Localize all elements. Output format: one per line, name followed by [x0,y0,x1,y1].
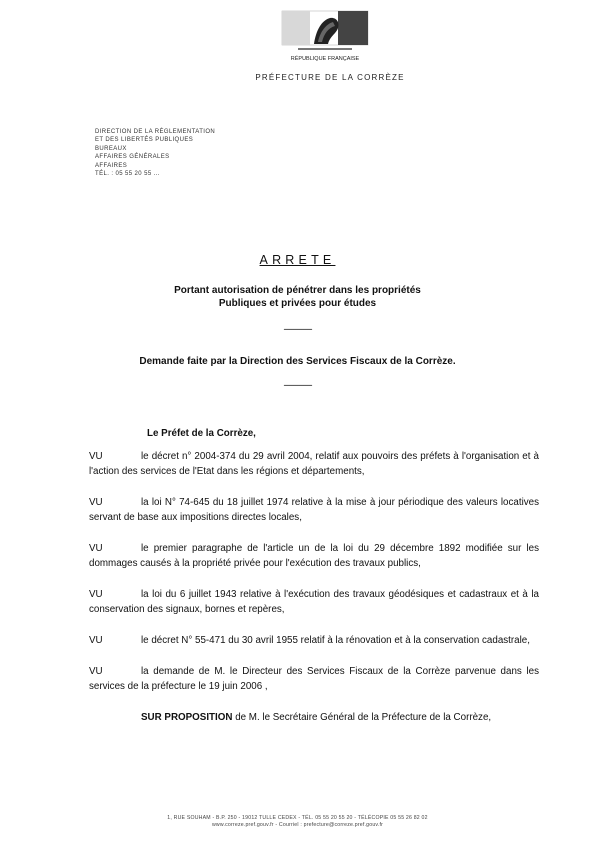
visa-paragraph [89,664,539,694]
sender-line: AFFAIRES [95,162,128,169]
document-body [89,428,539,741]
visa-text: la loi du 6 juillet 1943 relative à l'exécution des travaux géodésiques et cadastraux et à la conservation des signaux, bornes et repères, [89,589,539,615]
prefecture-name: PRÉFECTURE DE LA CORRÈZE [255,73,405,82]
proposition-strong: SUR PROPOSITION [141,712,233,723]
footer-address: 1, RUE SOUHAM - B.P. 250 - 19012 TULLE CEDEX - TÉL. 05 55 20 55 20 - TÉLÉCOPIE 05 55 26 82 02 [167,815,428,821]
visa-lead: VU [89,666,103,677]
sender-block [95,128,215,178]
prefet-heading: Le Préfet de la Corrèze, [147,428,256,439]
visa-lead: VU [89,543,103,554]
visa-lead: VU [89,589,103,600]
sender-line: AFFAIRES GÉNÉRALES [95,154,170,161]
visa-paragraph [89,495,539,525]
visa-text: le premier paragraphe de l'article un de la loi du 29 décembre 1892 modifiée sur les dommages causés à la propriété privée pour l'exécution des travaux publics, [89,543,539,569]
document-title: ARRETE [259,253,336,267]
request-line: Demande faite par la Direction des Services Fiscaux de la Corrèze. [139,356,456,367]
visa-paragraph [89,541,539,571]
sender-line: BUREAUX [95,145,127,152]
proposition-text: de M. le Secrétaire Général de la Préfecture de la Corrèze, [235,712,492,723]
visa-text: la loi N° 74-645 du 18 juillet 1974 relative à la mise à jour périodique des valeurs locatives servant de base aux impositions directes locales, [89,497,539,523]
separator: -------------- [283,380,312,390]
subtitle-line-1: Portant autorisation de pénétrer dans les propriétés [174,285,421,296]
sender-line: TÉL. : 05 55 20 55 ... [95,171,160,178]
visa-lead: VU [89,497,103,508]
visa-text: le décret N° 55-471 du 30 avril 1955 relatif à la rénovation et à la conservation cadastrale, [141,635,530,646]
subtitle-line-2: Publiques et privées pour études [218,298,377,309]
visa-text: le décret n° 2004-374 du 29 avril 2004, relatif aux pouvoirs des préfets à l'organisation et à l'action des services de l'Etat dans les régions et départements, [89,451,539,477]
proposition-paragraph [89,710,539,725]
sender-line: DIRECTION DE LA RÉGLEMENTATION [95,129,216,135]
marianne-logo [278,10,372,66]
visa-paragraph [89,587,539,617]
visa-paragraph [89,633,539,648]
visa-lead: VU [89,635,103,646]
visa-text: la demande de M. le Directeur des Services Fiscaux de la Corrèze parvenue dans les services de la préfecture le 19 juin 2006 , [89,666,539,692]
sender-line: ET DES LIBERTÉS PUBLIQUES [95,137,194,144]
separator: -------------- [283,324,312,334]
visa-lead: VU [89,451,103,462]
document-subtitle [0,284,595,310]
footer-web: www.correze.pref.gouv.fr - Courriel : prefecture@correze.pref.gouv.fr [211,822,384,828]
logo-caption: RÉPUBLIQUE FRANÇAISE [290,56,360,62]
visa-paragraph [89,449,539,479]
page-footer [0,815,595,829]
